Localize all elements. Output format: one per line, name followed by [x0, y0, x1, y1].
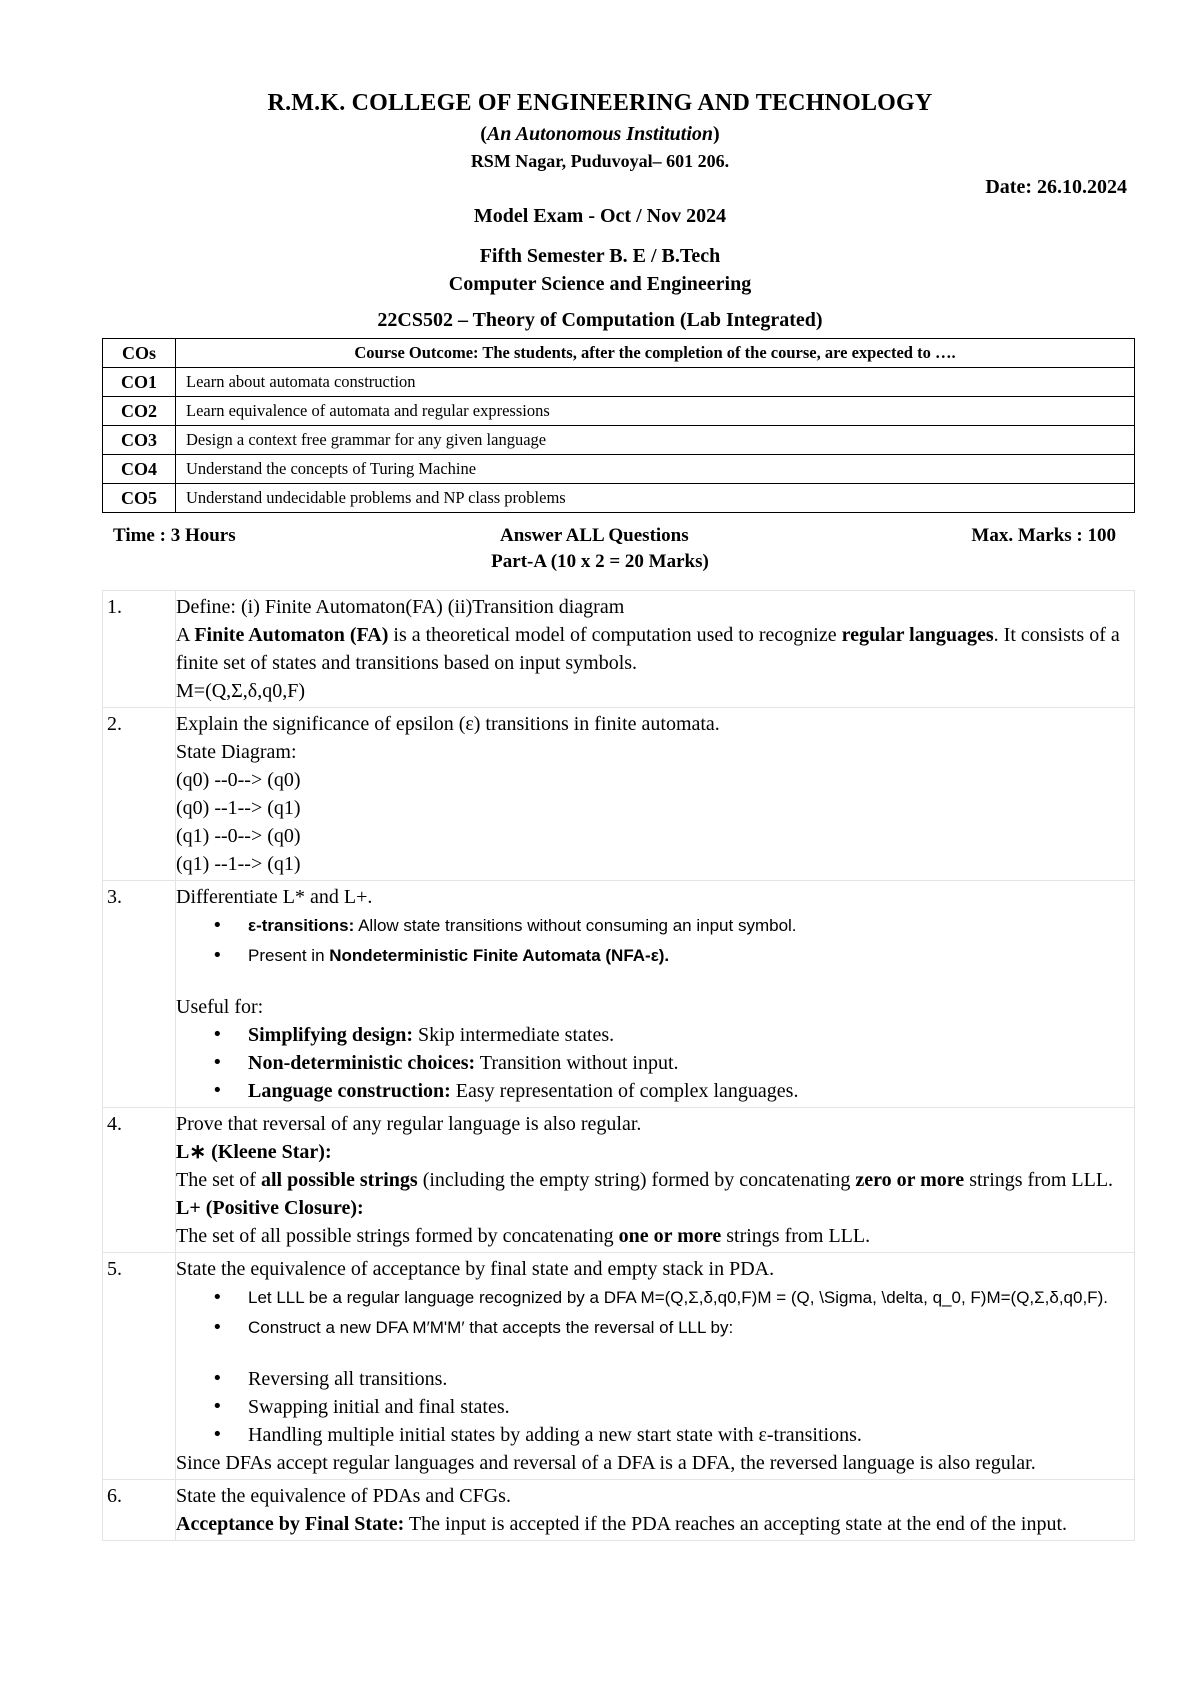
answer-text: Since DFAs accept regular languages and reversal of a DFA is a DFA, the reversed language is also regular.: [176, 1452, 1036, 1474]
answer-text: [176, 1510, 1128, 1538]
answer-text: [176, 621, 1128, 677]
answer-span: strings from LLL.: [721, 1225, 871, 1247]
answer-text: [176, 1166, 1128, 1194]
question-row: [103, 881, 1135, 1108]
answer-span: (including the empty string) formed by concatenating: [417, 1169, 856, 1191]
co-code: CO1: [103, 368, 176, 397]
answer-span: The set of all possible strings formed by concatenating: [176, 1225, 619, 1247]
question-body: [176, 881, 1135, 1108]
list-item: • Reversing all transitions.: [248, 1365, 1128, 1393]
question-body: [176, 1108, 1135, 1253]
list-item: [248, 911, 1128, 941]
question-number: 2.: [103, 708, 176, 881]
list-item: [248, 1021, 1128, 1049]
answer-heading: L+ (Positive Closure):: [176, 1197, 364, 1219]
co-row: [103, 397, 1135, 426]
bullet-bold: Language construction:: [248, 1080, 451, 1102]
question-row: [103, 1253, 1135, 1480]
answer-line: (q0) --0--> (q0): [176, 769, 301, 791]
answer-line: (q1) --1--> (q1): [176, 853, 301, 875]
question-body: [176, 708, 1135, 881]
college-address: RSM Nagar, Puduvoyal– 601 206.: [470, 151, 730, 171]
co-code: CO3: [103, 426, 176, 455]
co-desc: Learn equivalence of automata and regular expressions: [176, 397, 1135, 426]
co-desc: Understand undecidable problems and NP class problems: [176, 484, 1135, 513]
co-desc: Understand the concepts of Turing Machine: [176, 455, 1135, 484]
list-item: • Swapping initial and final states.: [248, 1393, 1128, 1421]
department: Computer Science and Engineering: [448, 273, 752, 295]
bullet-list: [176, 1365, 1128, 1449]
question-number: 1.: [103, 591, 176, 708]
answer-line: State Diagram:: [176, 741, 297, 763]
course-title: 22CS502 – Theory of Computation (Lab Integrated): [377, 309, 823, 331]
answer-heading: L∗ (Kleene Star):: [176, 1141, 332, 1163]
question-text: State the equivalence of PDAs and CFGs.: [176, 1485, 511, 1507]
question-text: Explain the significance of epsilon (ε) transitions in finite automata.: [176, 713, 720, 735]
question-text: Differentiate L* and L+.: [176, 886, 373, 908]
bullet-list: [176, 1283, 1128, 1343]
bullet-bold: Nondeterministic Finite Automata (NFA-ε).: [329, 946, 670, 965]
question-row: [103, 1108, 1135, 1253]
question-body: [176, 1480, 1135, 1541]
co-row: [103, 426, 1135, 455]
exam-date: Date: 26.10.2024: [985, 176, 1127, 198]
exam-time: Time : 3 Hours: [113, 525, 236, 546]
question-number: 5.: [103, 1253, 176, 1480]
list-item: [248, 941, 1128, 971]
answer-line: Useful for:: [176, 996, 264, 1018]
answer-span: The set of: [176, 1169, 261, 1191]
question-row: [103, 591, 1135, 708]
question-body: [176, 1253, 1135, 1480]
co-code: CO4: [103, 455, 176, 484]
co-desc: Learn about automata construction: [176, 368, 1135, 397]
list-item: [248, 1049, 1128, 1077]
question-body: [176, 591, 1135, 708]
answer-line: (q1) --0--> (q0): [176, 825, 301, 847]
answer-span: A: [176, 624, 195, 646]
list-item: • Construct a new DFA M′M'M′ that accepts the reversal of LLL by:: [248, 1313, 1128, 1343]
co-row: [103, 484, 1135, 513]
answer-bold: regular languages: [841, 624, 994, 646]
question-number: 6.: [103, 1480, 176, 1541]
college-name: R.M.K. COLLEGE OF ENGINEERING AND TECHNOLOGY: [267, 90, 933, 116]
bullet-text: Easy representation of complex languages.: [450, 1080, 799, 1102]
question-number: 3.: [103, 881, 176, 1108]
autonomous-text: An Autonomous Institution: [486, 123, 714, 145]
exam-instruction: Answer ALL Questions: [500, 525, 689, 546]
answer-formula: M=(Q,Σ,δ,q0,F): [176, 680, 306, 702]
question-text: Define: (i) Finite Automaton(FA) (ii)Transition diagram: [176, 596, 625, 618]
answer-bold: Finite Automaton (FA): [194, 624, 389, 646]
co-row: [103, 368, 1135, 397]
list-item: • Let LLL be a regular language recognized by a DFA M=(Q,Σ,δ,q0,F)M = (Q, \Sigma, \delta, q_0, F)M=(Q,Σ,δ,q0,F).: [248, 1283, 1128, 1313]
question-number: 4.: [103, 1108, 176, 1253]
max-marks: Max. Marks : 100: [971, 525, 1116, 546]
answer-line: (q0) --1--> (q1): [176, 797, 301, 819]
question-row: [103, 708, 1135, 881]
bullet-text: Transition without input.: [475, 1052, 679, 1074]
answer-text: [176, 1222, 1128, 1250]
answer-span: The input is accepted if the PDA reaches an accepting state at the end of the input.: [404, 1513, 1068, 1535]
exam-title: Model Exam - Oct / Nov 2024: [473, 205, 727, 227]
list-item: • Handling multiple initial states by adding a new start state with ε-transitions.: [248, 1421, 1128, 1449]
list-item: [248, 1077, 1128, 1105]
question-text: State the equivalence of acceptance by final state and empty stack in PDA.: [176, 1258, 775, 1280]
bullet-text: Present in: [248, 946, 330, 965]
answer-span: strings from LLL.: [964, 1169, 1114, 1191]
bullet-bold: Non-deterministic choices:: [248, 1052, 476, 1074]
co-row: [103, 455, 1135, 484]
question-text: Prove that reversal of any regular language is also regular.: [176, 1113, 642, 1135]
part-title: Part-A (10 x 2 = 20 Marks): [491, 551, 709, 572]
answer-bold: zero or more: [855, 1169, 965, 1191]
bullet-list: [176, 911, 1128, 971]
co-table-header: [103, 339, 1135, 368]
questions-table: [102, 590, 1135, 1541]
autonomous-line: (An Autonomous Institution): [480, 123, 720, 145]
semester: Fifth Semester B. E / B.Tech: [479, 245, 721, 267]
bullet-bold: ε-transitions:: [248, 916, 355, 935]
answer-bold: Acceptance by Final State:: [176, 1513, 405, 1535]
co-code: CO2: [103, 397, 176, 426]
course-outcome-table: [102, 338, 1135, 513]
question-row: [103, 1480, 1135, 1541]
answer-span: . It consists of a finite set of states and transitions based on input symbols.: [176, 624, 1120, 674]
answer-span: is a theoretical model of computation used to recognize: [388, 624, 842, 646]
bullet-text: Allow state transitions without consuming an input symbol.: [354, 916, 797, 935]
co-code: CO5: [103, 484, 176, 513]
co-header-desc: Course Outcome: The students, after the completion of the course, are expected to ….: [176, 339, 1135, 368]
answer-bold: all possible strings: [260, 1169, 418, 1191]
co-header-code: COs: [103, 339, 176, 368]
co-desc: Design a context free grammar for any given language: [176, 426, 1135, 455]
bullet-bold: Simplifying design:: [248, 1024, 414, 1046]
bullet-list: [176, 1021, 1128, 1105]
bullet-text: Skip intermediate states.: [413, 1024, 615, 1046]
answer-bold: one or more: [618, 1225, 722, 1247]
